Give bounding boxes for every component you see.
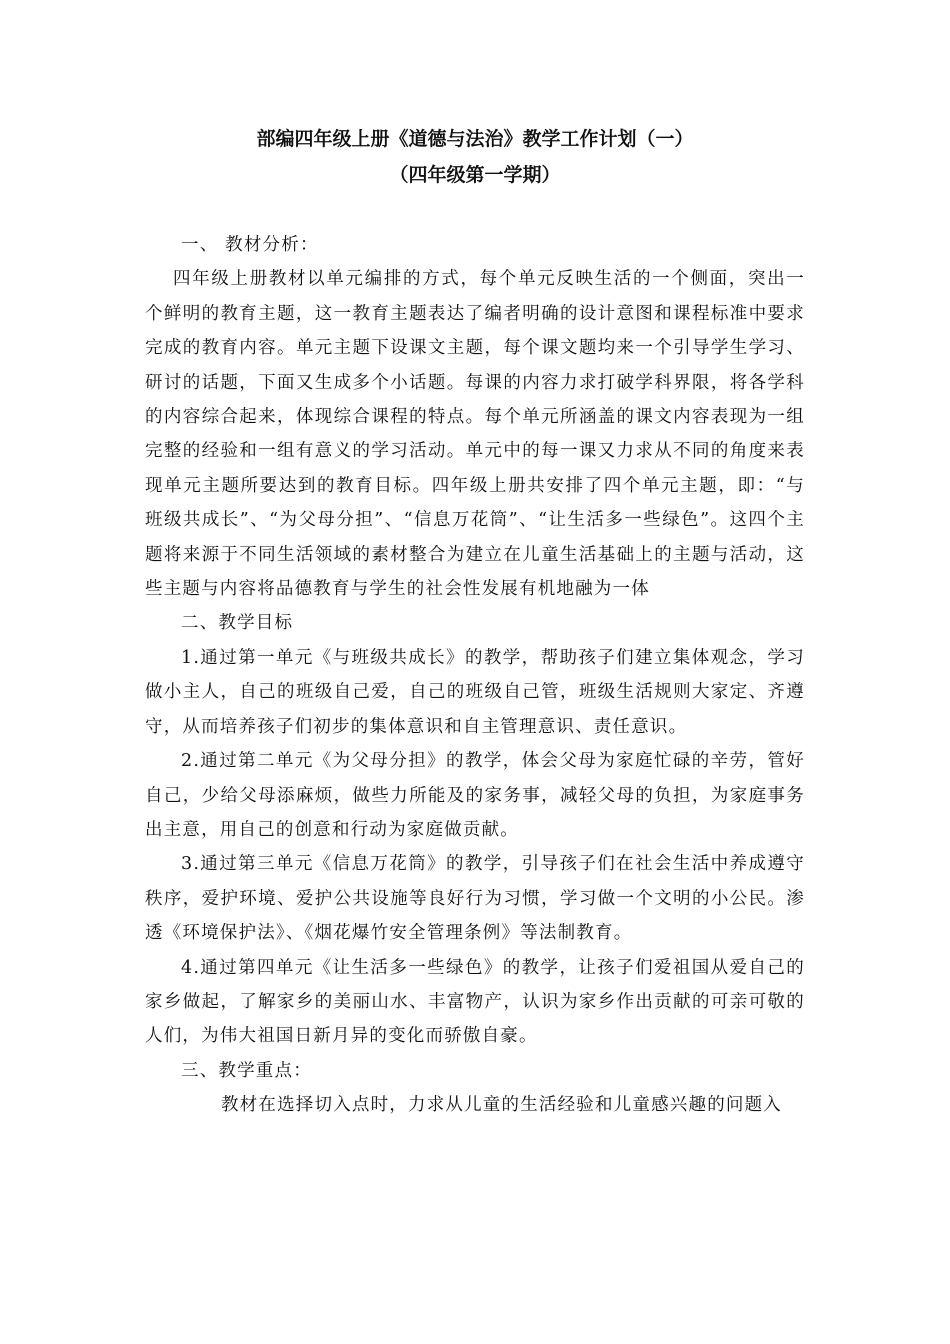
document-subtitle: （四年级第一学期） xyxy=(389,164,561,186)
materials-paragraph: 四年级上册教材以单元编排的方式，每个单元反映生活的一个侧面，突出一个鲜明的教育主题，这一教育主题表达了编者明确的设计意图和课程标准中要求完成的教育内容。单元主题下设课文主题，每个课文题均来一个引导学生学习、研讨的话题，下面又生成多个小话题。每课的内容力求打破学科界限，将各学科的内容综合起来，体现综合课程的特点。每个单元所涵盖的课文内容表现为一组完整的经验和一组有意义的学习活动。单元中的每一课又力求从不同的角度来表现单元主题所要达到的教育目标。四年级上册共安排了四个单元主题，即：“与班级共成长”、“为父母分担”、“信息万花筒”、“让生活多一些绿色”。这四个主题将来源于不同生活领域的素材整合为建立在儿童生活基础上的主题与活动，这些主题与内容将品德教育与学生的社会性发展有机地融为一体 xyxy=(145,269,805,600)
section-heading-goals: 二、教学目标 xyxy=(181,613,294,634)
section-heading-focus: 三、教学重点： xyxy=(181,1060,312,1081)
section-heading-materials: 一、 教材分析： xyxy=(181,235,319,255)
focus-paragraph: 教材在选择切入点时，力求从儿童的生活经验和儿童感兴趣的问题入 xyxy=(221,1095,782,1116)
goal-item-4: 4.通过第四单元《让生活多一些绿色》的教学，让孩子们爱祖国从爱自己的家乡做起，了解家乡的美丽山水、丰富物产，认识为家乡作出贡献的可亲可敬的人们，为伟大祖国日新月异的变化而骄傲自豪。 xyxy=(145,957,805,1047)
document-body xyxy=(145,228,805,1123)
document-title: 部编四年级上册《道德与法治》教学工作计划（一） xyxy=(256,128,694,150)
goal-item-2: 2.通过第二单元《为父母分担》的教学，体会父母为家庭忙碌的辛劳，管好自己，少给父母添麻烦，做些力所能及的家务事，减轻父母的负担，为家庭事务出主意，用自己的创意和行动为家庭做贡献。 xyxy=(145,751,805,840)
goal-item-1: 1.通过第一单元《与班级共成长》的教学，帮助孩子们建立集体观念，学习做小主人，自己的班级自己爱，自己的班级自己管，班级生活规则大家定、齐遵守，从而培养孩子们初步的集体意识和自主管理意识、责任意识。 xyxy=(145,647,805,737)
goal-item-3: 3.通过第三单元《信息万花筒》的教学，引导孩子们在社会生活中养成遵守秩序，爱护环境、爱护公共设施等良好行为习惯，学习做一个文明的小公民。渗透《环境保护法》、《烟花爆竹安全管理条例》等法制教育。 xyxy=(145,854,805,944)
